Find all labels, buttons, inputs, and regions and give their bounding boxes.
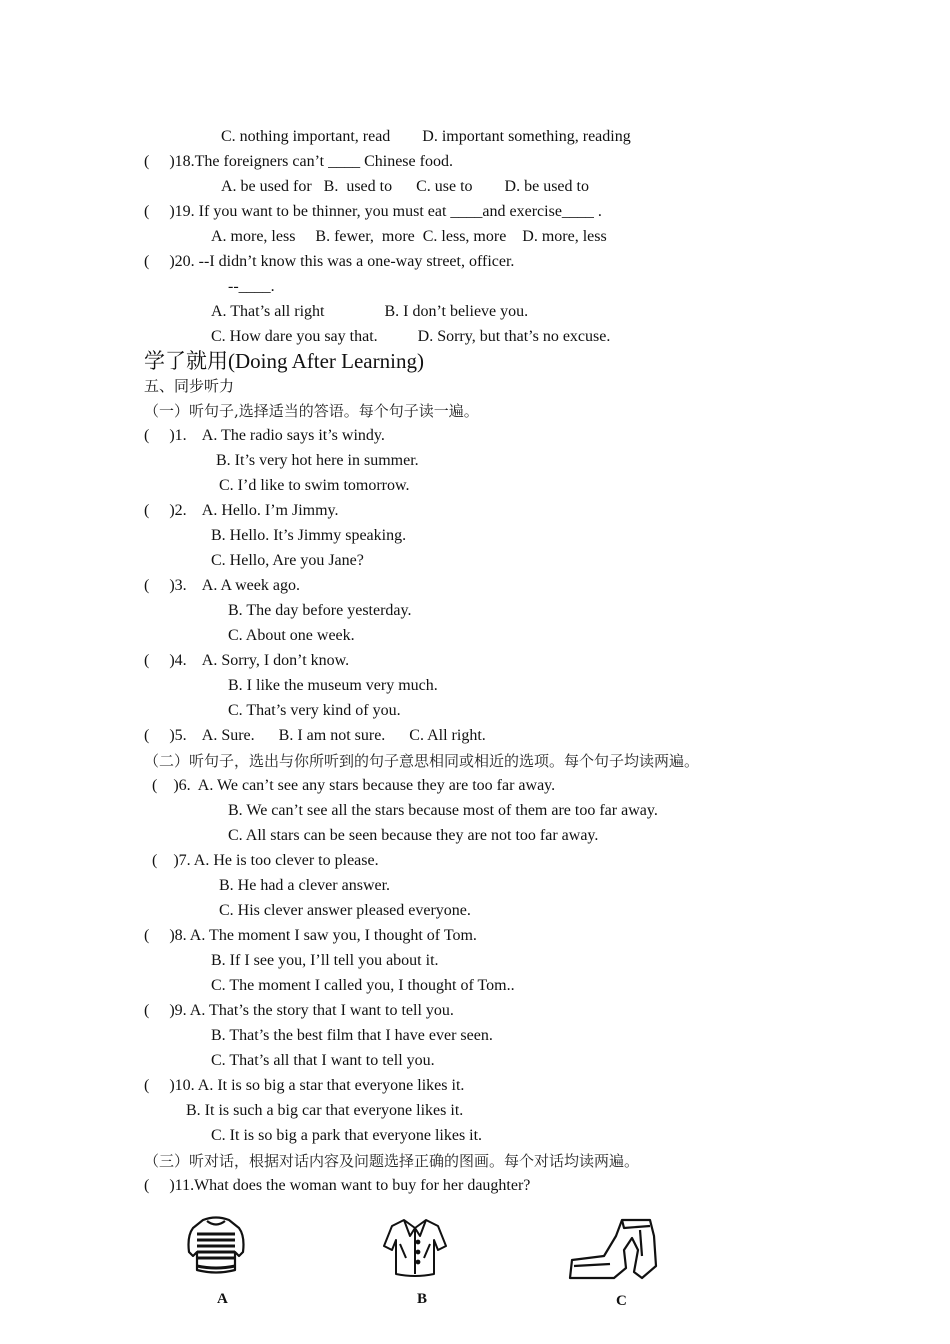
- heading-en: (Doing After Learning): [228, 349, 424, 373]
- sweater-icon: [183, 1212, 249, 1278]
- q20-stem: ( )20. --I didn’t know this was a one-way street, officer.: [144, 253, 515, 270]
- part-two-instruction: （二）听句子，选出与你所听到的句子意思相同或相近的选项。每个句子均读两遍。: [144, 752, 700, 770]
- q1-option-a: ( )1. A. The radio says it’s windy.: [144, 427, 385, 444]
- part-three-instruction: （三）听对话，根据对话内容及问题选择正确的图画。每个对话均读两遍。: [144, 1152, 640, 1170]
- q17-option-cd: C. nothing important, read D. important something, reading: [221, 128, 631, 145]
- q7-option-b: B. He had a clever answer.: [219, 877, 391, 894]
- section-heading: [144, 348, 424, 374]
- blouse-icon: [380, 1214, 450, 1280]
- q20-options-ab: A. That’s all right B. I don’t believe you.: [211, 303, 529, 320]
- picture-b-label: B: [417, 1291, 428, 1307]
- q9-option-c: C. That’s all that I want to tell you.: [211, 1052, 435, 1069]
- q6-option-c: C. All stars can be seen because they are not too far away.: [228, 827, 599, 844]
- q3-option-c: C. About one week.: [228, 627, 355, 644]
- picture-a-label: A: [217, 1291, 228, 1307]
- q4-option-b: B. I like the museum very much.: [228, 677, 438, 694]
- q1-option-b: B. It’s very hot here in summer.: [216, 452, 419, 469]
- q18-options: A. be used for B. used to C. use to D. be used to: [221, 178, 589, 195]
- q8-option-a: ( )8. A. The moment I saw you, I thought of Tom.: [144, 927, 477, 944]
- q8-option-c: C. The moment I called you, I thought of Tom..: [211, 977, 515, 994]
- q8-option-b: B. If I see you, I’ll tell you about it.: [211, 952, 439, 969]
- q2-option-a: ( )2. A. Hello. I’m Jimmy.: [144, 502, 339, 519]
- q19-options: A. more, less B. fewer, more C. less, more D. more, less: [211, 228, 607, 245]
- q5-options: ( )5. A. Sure. B. I am not sure. C. All right.: [144, 727, 486, 744]
- q4-option-a: ( )4. A. Sorry, I don’t know.: [144, 652, 350, 669]
- q6-option-b: B. We can’t see all the stars because most of them are too far away.: [228, 802, 658, 819]
- q1-option-c: C. I’d like to swim tomorrow.: [219, 477, 410, 494]
- q10-option-b: B. It is such a big car that everyone likes it.: [186, 1102, 464, 1119]
- q19-stem: ( )19. If you want to be thinner, you must eat ____and exercise____ .: [144, 203, 602, 220]
- q7-option-a: ( )7. A. He is too clever to please.: [152, 852, 379, 869]
- q4-option-c: C. That’s very kind of you.: [228, 702, 401, 719]
- picture-c-label: C: [616, 1293, 627, 1309]
- q6-option-a: ( )6. A. We can’t see any stars because they are too far away.: [152, 777, 556, 794]
- q20-options-cd: C. How dare you say that. D. Sorry, but that’s no excuse.: [211, 328, 611, 345]
- q7-option-c: C. His clever answer pleased everyone.: [219, 902, 471, 919]
- q2-option-b: B. Hello. It’s Jimmy speaking.: [211, 527, 407, 544]
- q18-stem: ( )18.The foreigners can’t ____ Chinese food.: [144, 153, 453, 170]
- q3-option-a: ( )3. A. A week ago.: [144, 577, 300, 594]
- q10-option-c: C. It is so big a park that everyone likes it.: [211, 1127, 483, 1144]
- part-one-instruction: （一）听句子,选择适当的答语。每个句子读一遍。: [144, 402, 479, 420]
- q3-option-b: B. The day before yesterday.: [228, 602, 412, 619]
- q20-reply: --____.: [228, 278, 275, 295]
- q2-option-c: C. Hello, Are you Jane?: [211, 552, 364, 569]
- section-five-title: 五、同步听力: [144, 377, 235, 395]
- heading-cn: 学了就用: [144, 349, 228, 373]
- q11-stem: ( )11.What does the woman want to buy for her daughter?: [144, 1177, 531, 1194]
- q9-option-b: B. That’s the best film that I have ever seen.: [211, 1027, 493, 1044]
- trousers-icon: [566, 1216, 662, 1282]
- q9-option-a: ( )9. A. That’s the story that I want to tell you.: [144, 1002, 454, 1019]
- q10-option-a: ( )10. A. It is so big a star that everyone likes it.: [144, 1077, 465, 1094]
